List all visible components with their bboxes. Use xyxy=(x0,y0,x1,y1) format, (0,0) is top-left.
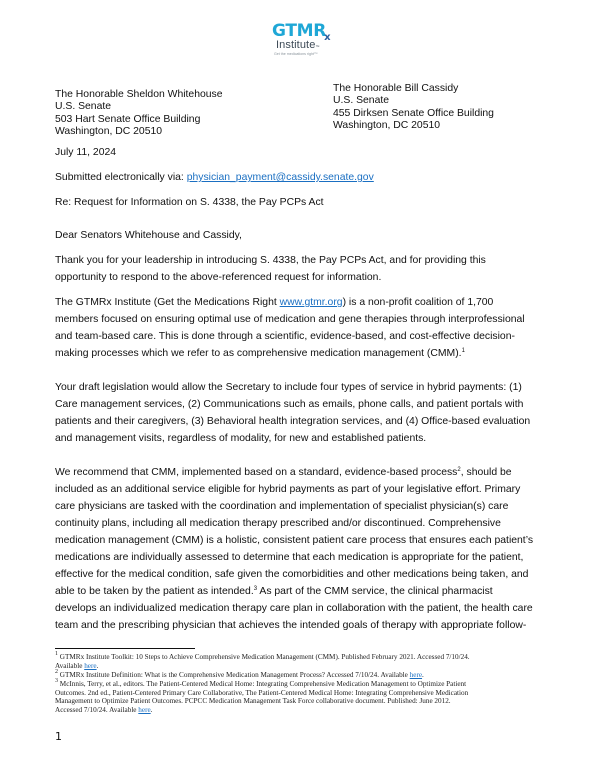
logo-rx-subscript: x xyxy=(324,32,331,43)
text-segment: As part of the CMM service, the clinical pharmacist xyxy=(257,586,493,597)
text-line: opportunity to respond to the above-referenced request for information. xyxy=(55,272,382,283)
text-line: patients and their caregivers, (3) Behavioral health integration services, and (4) Office-based evaluation xyxy=(55,416,531,427)
subject-line: Re: Request for Information on S. 4338, the Pay PCPs Act xyxy=(55,197,324,208)
footnote-number: 1 xyxy=(55,651,58,657)
recipient-body: U.S. Senate xyxy=(55,101,112,113)
text-line: medications are individually assessed to determine that each medication is appropriate for the patient, xyxy=(55,552,524,563)
text-segment: GTMRx Institute Toolkit: 10 Steps to Achieve Comprehensive Medication Management (CMM). Published February 2021. Accessed 7/10/24. xyxy=(58,653,470,661)
footnote-3-link[interactable]: here xyxy=(138,706,151,715)
recipient-name: The Honorable Bill Cassidy xyxy=(333,83,459,94)
text-line xyxy=(55,662,555,671)
footnote-ref[interactable]: 2 xyxy=(457,467,461,473)
recipient-address-left xyxy=(55,89,223,138)
text-segment: . xyxy=(96,661,99,670)
paragraph-thanks xyxy=(55,252,555,286)
recipient-city: Washington, DC 20510 xyxy=(333,119,441,131)
text-segment: able to be taken by the patient as intended. xyxy=(55,586,254,597)
footnote-1-link[interactable]: here xyxy=(84,661,97,670)
text-line xyxy=(55,294,555,311)
text-line: Management to Optimize Patient Outcomes. PCPCC Medication Management Task Force collaborative document. Published: June 2012. xyxy=(55,697,451,706)
text-line xyxy=(55,653,555,662)
recipient-city: Washington, DC 20510 xyxy=(55,125,163,137)
text-line xyxy=(55,345,555,362)
logo-institute xyxy=(276,39,320,53)
footnote-ref[interactable]: 3 xyxy=(253,586,258,592)
footnote-1 xyxy=(55,653,555,670)
submission-line xyxy=(55,172,374,183)
recipient-street: 455 Dirksen Senate Office Building xyxy=(333,107,494,119)
text-segment: , should be xyxy=(460,467,512,478)
footnote-2-link[interactable]: here xyxy=(409,671,423,679)
text-segment: Available xyxy=(55,661,85,670)
paragraph-about-gtmrx xyxy=(55,294,555,362)
salutation: Dear Senators Whitehouse and Cassidy, xyxy=(55,230,242,241)
footnote-separator xyxy=(55,648,195,649)
footnote-number: 3 xyxy=(55,678,58,684)
paragraph-recommendation xyxy=(55,464,555,634)
footnote-3 xyxy=(55,680,555,715)
text-segment: We recommend that CMM, implemented based on a standard, evidence-based process xyxy=(55,467,458,478)
text-line: members focused on ensuring optimal use of medication and gene therapies through interprofessional xyxy=(55,314,525,325)
text-line xyxy=(55,464,555,481)
text-line: develops an individualized medication therapy care plan in collaboration with the patient, the health care xyxy=(55,603,533,614)
text-line xyxy=(55,706,555,715)
text-line xyxy=(55,680,555,689)
recipient-body: U.S. Senate xyxy=(333,95,390,107)
letter-date: July 11, 2024 xyxy=(55,147,117,158)
text-line: Care management services, (2) Communications such as emails, phone calls, and patient portals with xyxy=(55,399,524,410)
gtmr-website-link[interactable]: www.gtmr.org xyxy=(279,297,343,308)
text-segment: . xyxy=(150,706,153,715)
text-line: effective for the medical condition, safe given the comorbidities and other medications being taken, and xyxy=(55,569,529,580)
text-line: Your draft legislation would allow the Secretary to include four types of service in hybrid payments: (1) xyxy=(55,382,522,393)
text-line xyxy=(55,671,555,680)
text-line: included as an additional service eligible for hybrid payments as part of your legislative effort. Primary xyxy=(55,484,521,495)
text-line xyxy=(55,583,555,600)
text-line: continuity plans, including all medication therapy prescribed and/or discontinued. Comprehensive xyxy=(55,518,501,529)
recipient-name: The Honorable Sheldon Whitehouse xyxy=(55,89,223,100)
text-segment: Accessed 7/10/24. Available xyxy=(55,706,139,715)
text-segment: GTMRx Institute Definition: What is the Comprehensive Medication Management Process? Accessed 7/10/24. Available xyxy=(58,671,410,679)
logo-tagline: Get the medications right™ xyxy=(274,52,318,56)
text-line: Outcomes. 2nd ed., Patient-Centered Primary Care Collaborative, The Patient-Centered Medical Home: Integrating Comprehensive Medication xyxy=(55,688,469,697)
logo-institute-text: Institute xyxy=(276,39,316,51)
recipient-address-right xyxy=(333,83,494,132)
text-line: and management visits, regardless of modality, for new and established patients. xyxy=(55,433,427,444)
text-segment: making processes which we refer to as comprehensive medication management (CMM). xyxy=(55,348,462,359)
recipient-street: 503 Hart Senate Office Building xyxy=(55,113,201,125)
page-number: 1 xyxy=(55,730,62,743)
text-line: and team-based care. This is done through a scientific, evidence-based, and cost-effective decision- xyxy=(55,331,515,342)
text-segment: ) is a non-profit coalition of 1,700 xyxy=(342,297,494,308)
submission-label: Submitted electronically via: xyxy=(55,172,187,183)
text-line: medication management (CMM) is a holistic, consistent patient care process that ensures each patient’s xyxy=(55,535,534,546)
text-segment: McInnis, Terry, et al., editors. The Patient-Centered Medical Home: Integrating Comprehensive Medication Management to Optimize Patient xyxy=(58,680,467,688)
submission-email-link[interactable]: physician_payment@cassidy.senate.gov xyxy=(186,172,374,183)
text-line: team and the prescribing physician that achieves the intended goals of therapy with appropriate follow- xyxy=(55,620,527,631)
footnote-number: 2 xyxy=(55,669,58,675)
text-segment: . xyxy=(422,671,424,679)
paragraph-draft-legislation xyxy=(55,379,555,447)
text-segment: The GTMRx Institute (Get the Medications Right xyxy=(55,297,280,308)
logo-tm: ™ xyxy=(315,44,320,49)
logo-gtmr: GTMR xyxy=(272,21,327,41)
gtmrx-logo xyxy=(272,22,352,67)
footnote-ref[interactable]: 1 xyxy=(461,348,465,354)
footnote-2 xyxy=(55,671,555,680)
text-line: Thank you for your leadership in introducing S. 4338, the Pay PCPs Act, and for providing this xyxy=(55,255,486,266)
text-line: care physicians are tasked with the coordination and implementation of specialist physician(s) care xyxy=(55,501,509,512)
